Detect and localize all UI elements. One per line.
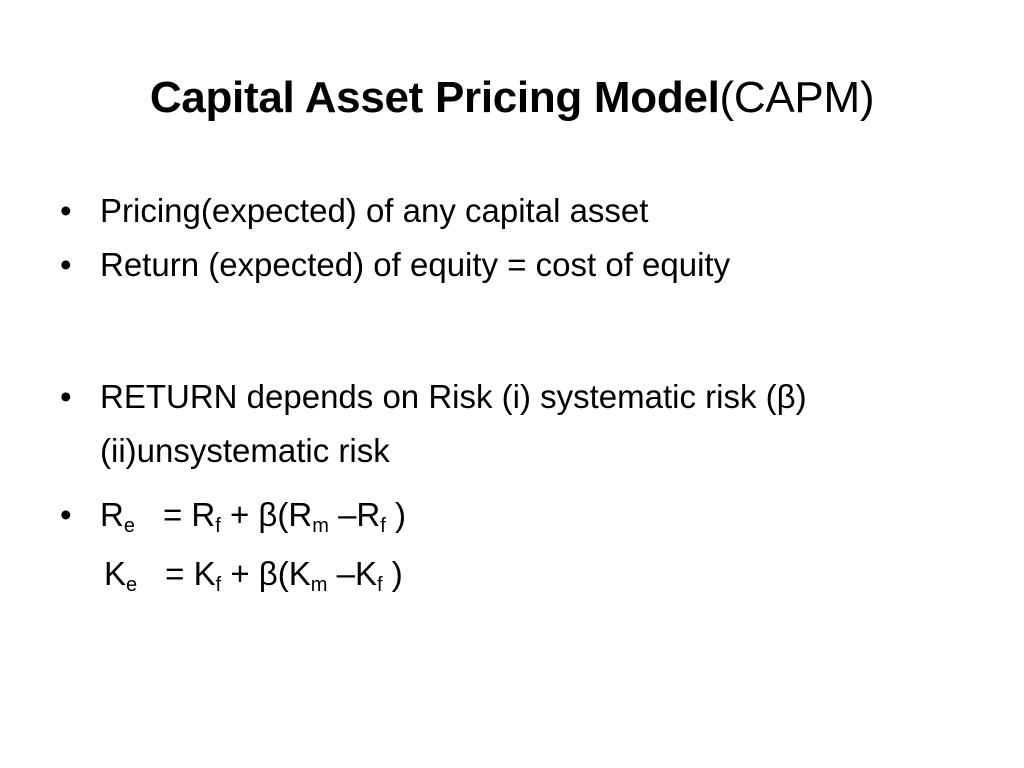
spacer: [60, 292, 980, 370]
bullet-text: Return (expected) of equity = cost of equity: [100, 246, 731, 283]
formula-line-k: [60, 542, 980, 606]
formula-eq: = K: [165, 555, 216, 592]
bullet-text-line1: RETURN depends on Risk (i) systematic risk (β): [100, 378, 807, 415]
formula-sub-f: f: [215, 574, 222, 596]
formula-sub-m: m: [310, 574, 328, 596]
formula-sub-f2: f: [380, 515, 386, 537]
title-bold: Capital Asset Pricing Model: [149, 73, 720, 122]
bullet-icon: •: [60, 246, 72, 283]
formula-eq: = R: [162, 496, 216, 533]
slide-title: [0, 66, 1024, 130]
bullet-item: [60, 184, 980, 238]
formula-minus: –R: [338, 496, 381, 533]
formula-k: K: [104, 555, 127, 592]
bullet-text: Pricing(expected) of any capital asset: [100, 192, 649, 229]
bullet-item: [60, 370, 980, 478]
title-normal: (CAPM): [719, 73, 875, 122]
formula-bullet: [60, 488, 980, 542]
bullet-icon: •: [60, 378, 72, 415]
formula-plus: + β(R: [229, 496, 313, 533]
formula-sub-e: e: [126, 574, 138, 596]
bullet-icon: •: [60, 496, 72, 533]
slide-body: [60, 184, 980, 606]
formula-sub-m: m: [312, 515, 329, 537]
formula-sub-e: e: [123, 515, 135, 537]
bullet-icon: •: [60, 192, 72, 229]
bullet-item: [60, 238, 980, 292]
formula-close: ): [391, 555, 403, 592]
bullet-text-line2: (ii)unsystematic risk: [100, 432, 390, 469]
formula-plus: + β(K: [230, 555, 311, 592]
formula-r: R: [100, 496, 124, 533]
formula-minus: –K: [336, 555, 377, 592]
formula-sub-f: f: [215, 515, 221, 537]
formula-close: ): [395, 496, 406, 533]
formula-sub-f2: f: [376, 574, 383, 596]
